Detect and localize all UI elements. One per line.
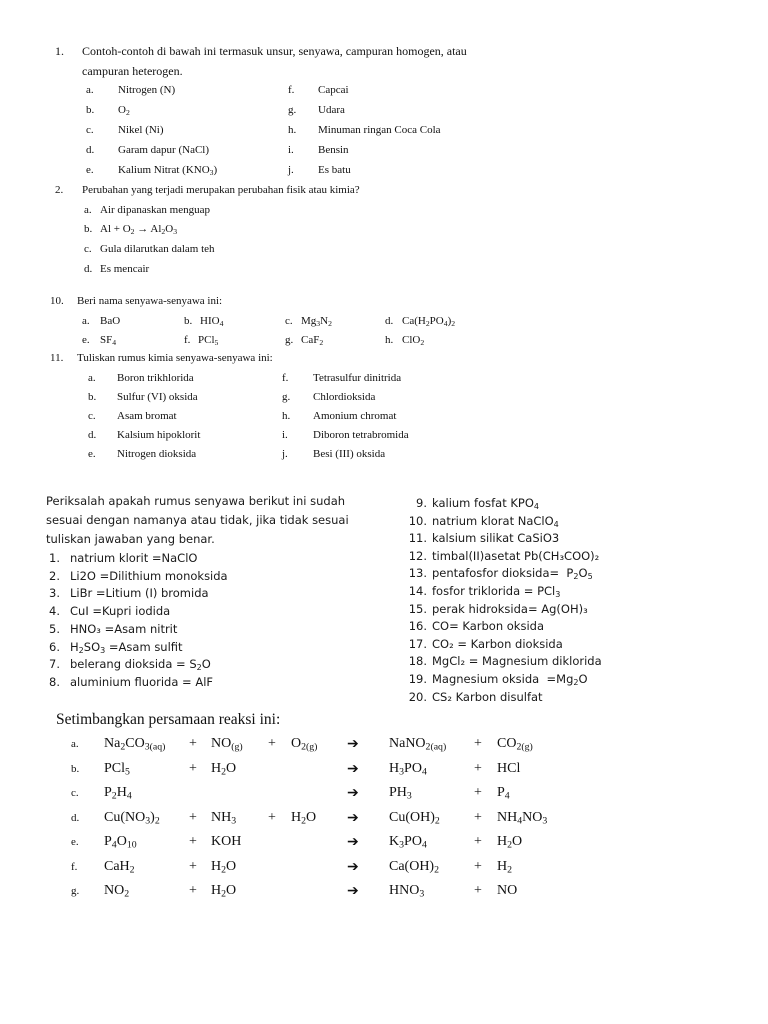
q11-item-letter: a.	[88, 372, 96, 384]
q2-item-letter: a.	[84, 204, 92, 216]
section3-title: Setimbangkan persamaan reaksi ini:	[56, 711, 281, 728]
q11-item-letter: c.	[88, 410, 96, 422]
product: $Ca(OH)_2$	[389, 858, 440, 875]
answer-item-number: 18.	[408, 654, 427, 669]
product: $CO_{2(g)}$	[497, 736, 533, 753]
answer-item-number: 4.	[49, 604, 60, 619]
reactant: $P_2H_4$	[104, 785, 132, 802]
reaction-arrow: ➔	[347, 737, 359, 752]
product: NO	[497, 883, 518, 898]
q10-item-text: BaO	[100, 315, 121, 327]
reactant: $Na_2CO_{3(aq)}$	[104, 736, 166, 753]
plus-sign: +	[474, 785, 482, 800]
answer-item-text: CS₂ Karbon disulfat	[432, 689, 543, 704]
equation-letter: a.	[71, 738, 79, 750]
q10-item-letter: c.	[285, 315, 293, 327]
q11-item-letter: b.	[88, 391, 97, 403]
answer-item-text: CO₂ = Karbon dioksida	[432, 636, 563, 651]
q1-item-letter: b.	[86, 104, 95, 116]
plus-sign: +	[189, 858, 197, 874]
plus-sign: +	[474, 736, 482, 751]
q10-item-text: PCl$_5$	[198, 334, 219, 347]
answer-item-text: pentafosfor dioksida= $P_2O_5$	[432, 566, 593, 582]
q11-text: Tuliskan rumus kimia senyawa-senyawa ini:	[77, 352, 273, 364]
plus-sign: +	[474, 760, 482, 776]
answer-item-text: kalsium silikat CaSiO3	[432, 531, 560, 546]
product: $PH_3$	[389, 785, 412, 802]
product: $P_4$	[497, 785, 510, 802]
q1-text-line1: Contoh-contoh di bawah ini termasuk unsur, senyawa, campuran homogen, atau	[82, 44, 467, 58]
reaction-arrow: ➔	[347, 884, 359, 899]
answer-item-text: Li2O =Dilithium monoksida	[70, 568, 228, 583]
product: HCl	[497, 760, 521, 776]
q11-item-text: Kalsium hipoklorit	[117, 429, 201, 441]
product: NaNO$_{2(aq)}$	[389, 736, 447, 753]
q11-item-text: Sulfur (VI) oksida	[117, 391, 198, 403]
reactant: $Cu(NO_3)_2$	[104, 809, 160, 826]
q1-item-text: Kalium Nitrat $(KNO_3)$	[118, 164, 218, 177]
reactant: $H_2O$	[211, 883, 237, 900]
reactant: $NO_{(g)}$	[211, 736, 243, 753]
plus-sign: +	[474, 834, 482, 849]
plus-sign: +	[189, 834, 197, 849]
reaction-arrow: ➔	[347, 859, 359, 875]
answer-item-text: CO= Karbon oksida	[432, 619, 544, 634]
answer-item-text: belerang dioksida = $S_2O$	[70, 657, 211, 673]
q1-item-letter: d.	[86, 144, 95, 156]
section2-intro-line: tuliskan jawaban yang benar.	[46, 532, 215, 546]
q11-item-letter: e.	[88, 448, 96, 460]
answer-item-text: natrium klorat NaClO$_4$	[432, 513, 559, 529]
reaction-arrow: ➔	[347, 786, 359, 801]
q2-item-letter: b.	[84, 223, 93, 235]
reactant: $O_{2(g)}$	[291, 736, 318, 753]
q11-item-letter: i.	[282, 429, 288, 441]
reactant: $NH_3$	[211, 809, 237, 826]
q1-item-letter: j.	[288, 164, 294, 176]
q1-item-text: Minuman ringan Coca Cola	[318, 124, 441, 136]
q1-item-letter: e.	[86, 164, 94, 176]
q10-item-text: $SF_4$	[100, 334, 117, 347]
reactant: $H_2O$	[211, 760, 237, 777]
plus-sign: +	[474, 858, 482, 874]
q1-item-text: Bensin	[318, 144, 349, 156]
plus-sign: +	[189, 736, 197, 751]
q1-item-letter: a.	[86, 84, 94, 96]
product: $Cu(OH)_2$	[389, 809, 440, 826]
product: $H_2O$	[497, 834, 523, 851]
section2-intro-line: sesuai dengan namanya atau tidak, jika tidak sesuai	[46, 513, 349, 527]
q11-item-text: Besi (III) oksida	[313, 448, 386, 460]
product: $H_2$	[497, 858, 513, 875]
plus-sign: +	[268, 809, 276, 825]
q11-item-text: Tetrasulfur dinitrida	[313, 372, 402, 384]
q10-item-letter: h.	[385, 334, 394, 346]
answer-item-number: 11.	[408, 531, 427, 546]
q11-item-letter: f.	[282, 372, 289, 384]
q2-item-text: Air dipanaskan menguap	[100, 204, 210, 216]
answer-item-number: 10.	[408, 513, 427, 528]
plus-sign: +	[189, 883, 197, 898]
q1-item-letter: f.	[288, 84, 295, 96]
q1-item-text: Es batu	[318, 164, 351, 176]
q10-item-letter: d.	[385, 315, 394, 327]
q11-item-letter: h.	[282, 410, 291, 422]
plus-sign: +	[474, 809, 482, 825]
q10-number: 10.	[50, 295, 64, 307]
q10-item-letter: e.	[82, 334, 90, 346]
answer-item-number: 9.	[416, 496, 427, 510]
q10-item-letter: f.	[184, 334, 191, 346]
reaction-arrow: ➔	[347, 761, 359, 777]
equation-letter: c.	[71, 787, 79, 799]
q1-item-letter: h.	[288, 124, 297, 136]
q2-item-text: Gula dilarutkan dalam teh	[100, 243, 215, 255]
q10-item-letter: b.	[184, 315, 193, 327]
q1-item-text: Nitrogen (N)	[118, 84, 176, 96]
q10-item-text: $HIO_4$	[200, 315, 224, 328]
answer-item-number: 19.	[408, 672, 427, 686]
plus-sign: +	[189, 809, 197, 825]
q11-item-text: Diboron tetrabromida	[313, 429, 409, 441]
equation-letter: f.	[71, 860, 78, 873]
q2-text: Perubahan yang terjadi merupakan perubahan fisik atau kimia?	[82, 184, 360, 196]
q11-item-letter: j.	[282, 448, 288, 460]
answer-item-number: 5.	[49, 621, 60, 636]
q2-number: 2.	[55, 184, 64, 196]
q10-item-text: ClO$_2$	[402, 334, 425, 347]
equation-letter: d.	[71, 811, 80, 824]
q1-item-text: Nikel (Ni)	[118, 124, 164, 136]
reactant: $P_4O_{10}$	[104, 834, 137, 851]
q2-item-letter: d.	[84, 263, 93, 275]
q1-number: 1.	[55, 44, 64, 58]
q11-item-text: Chlordioksida	[313, 391, 376, 403]
reactant: KOH	[211, 834, 242, 849]
q11-item-text: Amonium chromat	[313, 410, 397, 422]
answer-item-number: 12.	[408, 548, 427, 563]
q10-text: Beri nama senyawa-senyawa ini:	[77, 295, 223, 307]
reactant: CaH$_2$	[104, 858, 135, 875]
answer-item-number: 20.	[408, 689, 427, 704]
q1-item-letter: c.	[86, 124, 94, 136]
answer-item-number: 15.	[408, 601, 427, 616]
answer-item-number: 16.	[408, 619, 427, 634]
reactant: PCl$_5$	[104, 760, 130, 777]
reaction-arrow: ➔	[347, 835, 359, 850]
answer-item-text: kalium fosfat $KPO_4$	[432, 496, 540, 511]
q1-item-letter: i.	[288, 144, 294, 156]
q1-text-line2: campuran heterogen.	[82, 64, 183, 78]
answer-item-text: $H_2SO_3$ =Asam sulfit	[70, 639, 183, 655]
q10-item-letter: g.	[285, 334, 294, 346]
plus-sign: +	[189, 760, 197, 776]
reactant: $NO_2$	[104, 883, 130, 900]
q1-item-text: Udara	[318, 104, 345, 116]
equation-letter: g.	[71, 885, 80, 897]
equation-letter: e.	[71, 836, 79, 848]
answer-item-text: fosfor triklorida = PCl$_3$	[432, 584, 561, 599]
product: $K_3PO_4$	[389, 834, 427, 851]
product: $H_3PO_4$	[389, 760, 427, 777]
answer-item-number: 6.	[49, 639, 60, 654]
q10-item-text: CaF$_2$	[301, 334, 324, 347]
q1-item-letter: g.	[288, 104, 297, 116]
plus-sign: +	[474, 883, 482, 898]
answer-item-text: Magnesium oksida $=Mg_2O$	[432, 672, 588, 687]
reactant: $H_2O$	[211, 858, 237, 875]
q11-item-text: Boron trikhlorida	[117, 372, 194, 384]
product: $HNO_3$	[389, 883, 425, 900]
q11-item-text: Asam bromat	[117, 410, 177, 422]
answer-item-text: natrium klorit =NaClO	[70, 551, 198, 565]
answer-item-text: perak hidroksida= Ag(OH)₃	[432, 601, 588, 616]
reaction-arrow: ➔	[347, 810, 359, 826]
answer-item-number: 1.	[49, 551, 60, 565]
q11-item-letter: d.	[88, 429, 97, 441]
answer-item-text: LiBr =Litium (I) bromida	[70, 586, 209, 601]
answer-item-number: 17.	[408, 636, 427, 651]
answer-item-text: MgCl₂ = Magnesium diklorida	[432, 654, 602, 669]
answer-item-number: 3.	[49, 586, 60, 601]
q10-item-letter: a.	[82, 315, 90, 327]
q1-item-text: $O_2$	[118, 104, 130, 117]
q11-item-letter: g.	[282, 391, 291, 403]
answer-item-number: 8.	[49, 674, 60, 689]
q1-item-text: Capcai	[318, 84, 349, 96]
q2-item-letter: c.	[84, 243, 92, 255]
answer-item-text: timbal(II)asetat Pb(CH₃COO)₂	[432, 548, 600, 563]
section2-intro-line: Periksalah apakah rumus senyawa berikut ini sudah	[46, 494, 346, 508]
answer-item-text: HNO₃ =Asam nitrit	[70, 621, 178, 636]
q2-item-text: $Al + O_2 \to Al_2O_3$	[100, 223, 178, 236]
product: $NH_4NO_3$	[497, 809, 548, 826]
q2-item-text: Es mencair	[100, 263, 150, 275]
answer-item-number: 7.	[49, 657, 60, 672]
q10-item-text: $Mg_3N_2$	[301, 315, 332, 328]
answer-item-number: 14.	[408, 584, 427, 598]
plus-sign: +	[268, 736, 276, 751]
reactant: $H_2O$	[291, 809, 317, 826]
answer-item-text: aluminium fluorida = AlF	[70, 674, 214, 689]
q1-item-text: Garam dapur (NaCl)	[118, 144, 210, 156]
q10-item-text: $Ca(H_2PO_4)_2$	[402, 315, 456, 328]
q11-item-text: Nitrogen dioksida	[117, 448, 197, 460]
answer-item-number: 13.	[408, 566, 427, 581]
answer-item-text: CuI =Kupri iodida	[70, 604, 171, 619]
answer-item-number: 2.	[49, 568, 60, 583]
equation-letter: b.	[71, 762, 80, 775]
q11-number: 11.	[50, 352, 64, 364]
